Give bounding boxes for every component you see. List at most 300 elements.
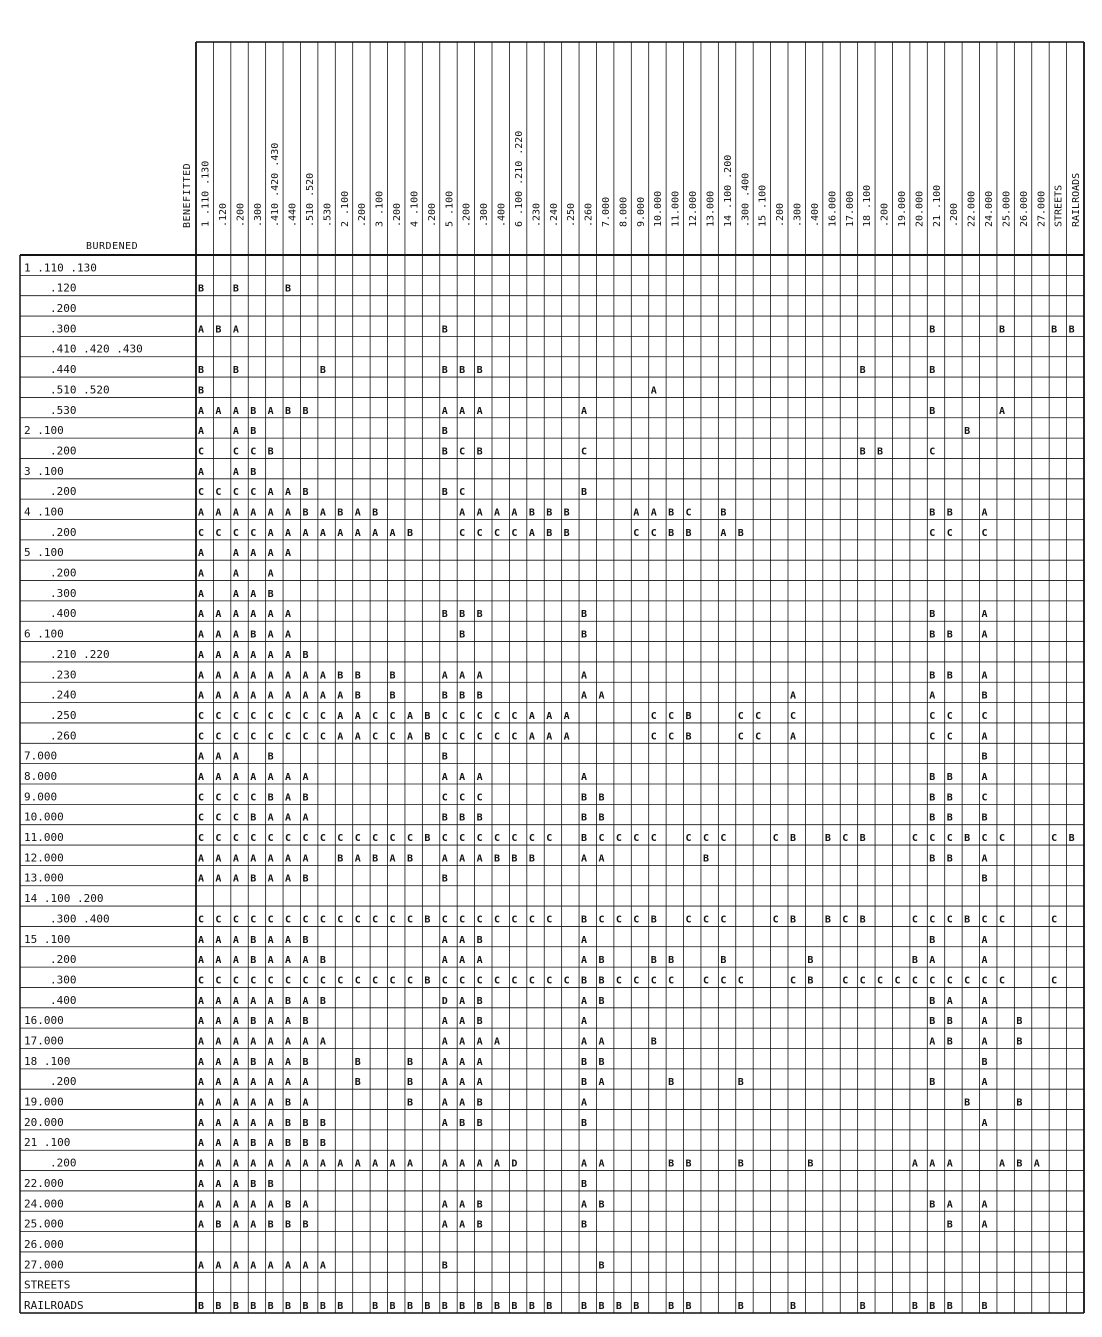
matrix-cell: C [546,975,553,987]
column-label: 2 .100 [339,190,351,227]
matrix-cell: B [563,527,570,539]
matrix-cell: A [354,507,361,519]
matrix-cell: B [1068,833,1075,845]
matrix-cell: A [198,1199,205,1211]
matrix-cell: B [964,1097,971,1109]
matrix-cell: C [476,914,483,926]
matrix-cell: A [981,995,988,1007]
matrix-cell: C [494,975,501,987]
column-label: 17.000 [844,190,856,227]
matrix-cell: A [267,609,274,621]
matrix-cell: C [198,914,205,926]
matrix-cell: A [389,527,396,539]
matrix-cell: B [633,1301,640,1312]
row-label: 25.000 [24,1217,64,1231]
matrix-cell: C [998,975,1005,987]
matrix-cell: A [267,487,274,499]
matrix-cell: B [302,1219,309,1231]
matrix-cell: A [232,670,239,682]
matrix-cell: B [476,1219,483,1231]
column-label: 3 .100 [374,190,386,227]
matrix-cell: A [285,934,292,946]
matrix-cell: B [929,1016,936,1028]
matrix-cell: B [285,1199,292,1211]
row-label: .240 [50,688,77,702]
column-label: 21 .100 [931,184,943,227]
matrix-cell: A [581,995,588,1007]
matrix-cell: A [232,1219,239,1231]
matrix-cell: B [528,1301,535,1312]
column-label: .240 [548,202,560,227]
matrix-cell: A [267,1199,274,1211]
matrix-cell: A [581,1097,588,1109]
matrix-cell: C [981,914,988,926]
matrix-cell: A [285,772,292,783]
matrix-cell: B [1068,324,1075,336]
matrix-cell: B [737,527,744,539]
matrix-cell: B [859,914,866,926]
matrix-cell: B [737,1158,744,1170]
column-label: .200 [392,202,404,227]
matrix-cell: C [198,833,205,845]
matrix-cell: A [598,1158,605,1170]
matrix-cell: C [441,914,448,926]
matrix-cell: A [250,1097,257,1109]
matrix-cell: A [929,955,936,967]
matrix-cell: A [720,527,727,539]
matrix-cell: B [494,853,501,865]
matrix-cell: B [946,507,953,519]
matrix-cell: C [232,792,239,804]
matrix-cell: C [232,914,239,926]
row-label: 24.000 [24,1197,64,1211]
matrix-cell: A [285,629,292,641]
matrix-cell: C [998,833,1005,845]
matrix-cell: C [702,833,709,845]
matrix-cell: A [476,670,483,682]
matrix-cell: C [372,833,379,845]
matrix-cell: A [215,955,222,967]
matrix-cell: C [911,975,918,987]
matrix-cell: C [372,710,379,722]
column-label: 1 .110 .130 [200,160,212,227]
column-label: 8.000 [618,196,630,227]
matrix-cell: B [546,527,553,539]
matrix-cell: C [528,975,535,987]
matrix-cell: A [285,507,292,519]
row-label: .530 [50,403,77,417]
matrix-cell: B [285,405,292,417]
column-label: 20.000 [914,190,926,227]
matrix-cell: A [267,1056,274,1068]
matrix-cell: A [354,853,361,865]
matrix-cell: A [337,1158,344,1170]
matrix-cell: B [476,934,483,946]
matrix-cell: B [929,609,936,621]
matrix-cell: A [250,1260,257,1272]
row-label: .300 [50,586,77,600]
matrix-cell: B [476,690,483,702]
matrix-cell: B [720,955,727,967]
matrix-cell: A [319,507,326,519]
matrix-cell: A [459,1016,466,1028]
matrix-cell: B [476,365,483,377]
matrix-cell: A [198,690,205,702]
matrix-cell: A [198,1117,205,1129]
matrix-cell: B [546,1301,553,1312]
matrix-cell: B [285,1219,292,1231]
matrix-cell: A [476,1036,483,1048]
matrix-cell: B [250,934,257,946]
matrix-cell: A [232,1260,239,1272]
matrix-cell: C [389,914,396,926]
row-label: 7.000 [24,749,58,763]
matrix-cell: A [354,710,361,722]
row-label: .260 [50,729,77,743]
matrix-cell: C [1051,975,1058,987]
matrix-cell: B [302,405,309,417]
matrix-cell: C [389,975,396,987]
column-label: .300 [479,202,491,227]
matrix-cell: A [929,690,936,702]
matrix-cell: A [285,1158,292,1170]
matrix-cell: B [911,1301,918,1312]
matrix-cell: A [215,670,222,682]
matrix-cell: B [337,670,344,682]
matrix-cell: B [598,1260,605,1272]
matrix-cell: B [581,487,588,499]
matrix-cell: A [267,670,274,682]
column-label: .200 [461,202,473,227]
matrix-cell: C [302,731,309,743]
matrix-cell: B [198,385,205,397]
matrix-cell: A [476,1158,483,1170]
matrix-cell: C [267,833,274,845]
matrix-cell: B [406,853,413,865]
matrix-cell: C [598,914,605,926]
matrix-cell: C [546,833,553,845]
row-label: .300 [50,322,77,336]
matrix-cell: A [198,853,205,865]
matrix-cell: B [267,588,274,600]
matrix-cell: C [198,710,205,722]
row-label: 16.000 [24,1014,64,1028]
matrix-cell: B [285,1138,292,1150]
matrix-cell: B [581,792,588,804]
matrix-cell: C [319,975,326,987]
matrix-cell: C [285,833,292,845]
matrix-cell: A [250,1219,257,1231]
matrix-cell: B [215,324,222,336]
matrix-cell: C [406,914,413,926]
matrix-cell: B [929,670,936,682]
matrix-cell: A [232,1199,239,1211]
matrix-cell: B [929,507,936,519]
matrix-cell: B [511,853,518,865]
matrix-cell: C [633,975,640,987]
matrix-cell: B [528,507,535,519]
matrix-cell: A [267,1016,274,1028]
matrix-cell: B [581,1117,588,1129]
row-label: 15 .100 [24,932,71,946]
benefitted-header: BENEFITTED [182,162,193,228]
matrix-cell: A [198,995,205,1007]
matrix-cell: A [198,1036,205,1048]
matrix-cell: A [459,934,466,946]
matrix-cell: B [929,629,936,641]
matrix-cell: B [215,1301,222,1312]
matrix-cell: B [372,507,379,519]
matrix-cell: C [1051,833,1058,845]
matrix-cell: A [232,466,239,478]
matrix-cell: C [998,914,1005,926]
column-label: .300 [792,202,804,227]
matrix-cell: A [232,568,239,580]
matrix-cell: B [581,1077,588,1089]
matrix-cell: C [911,833,918,845]
matrix-cell: C [859,975,866,987]
matrix-cell: A [198,1097,205,1109]
row-label: .120 [50,281,77,295]
matrix-cell: B [459,1117,466,1129]
row-label: .200 [50,485,77,499]
matrix-cell: B [528,853,535,865]
matrix-cell: C [511,527,518,539]
matrix-cell: B [302,487,309,499]
matrix-cell: A [232,955,239,967]
matrix-cell: A [581,772,588,783]
matrix-cell: C [981,975,988,987]
matrix-cell: B [476,995,483,1007]
matrix-cell: B [946,772,953,783]
matrix-cell: A [494,507,501,519]
row-label: .400 [50,993,77,1007]
matrix-cell: B [702,853,709,865]
matrix-cell: A [250,853,257,865]
matrix-cell: A [441,1036,448,1048]
matrix-cell: B [615,1301,622,1312]
matrix-cell: B [302,1301,309,1312]
matrix-cell: A [215,1097,222,1109]
column-label: .410 .420 .430 [270,142,282,227]
matrix-cell: C [198,446,205,458]
matrix-cell: A [581,1016,588,1028]
matrix-cell: C [267,975,274,987]
matrix-cell: C [615,975,622,987]
matrix-cell: C [633,833,640,845]
matrix-cell: B [946,1016,953,1028]
matrix-cell: A [581,934,588,946]
matrix-cell: A [389,853,396,865]
matrix-cell: A [250,649,257,661]
matrix-cell: A [946,995,953,1007]
matrix-cell: A [250,588,257,600]
matrix-cell: C [981,710,988,722]
column-label: .300 [252,202,264,227]
matrix-cell: C [755,731,762,743]
matrix-cell: A [215,1016,222,1028]
matrix-cell: C [459,710,466,722]
matrix-cell: A [981,731,988,743]
row-label: .200 [50,302,77,316]
matrix-cell: C [737,731,744,743]
column-label: .200 [235,202,247,227]
matrix-cell: C [302,975,309,987]
matrix-cell: B [790,833,797,845]
row-label: 11.000 [24,831,64,845]
matrix-cell: A [285,487,292,499]
matrix-cell: C [563,975,570,987]
matrix-cell: A [285,1036,292,1048]
matrix-cell: C [232,833,239,845]
matrix-cell: B [424,975,431,987]
matrix-cell: A [650,385,657,397]
row-label: 17.000 [24,1034,64,1048]
matrix-cell: A [285,690,292,702]
matrix-cell: A [198,1016,205,1028]
matrix-cell: B [824,833,831,845]
matrix-cell: A [441,1117,448,1129]
matrix-cell: B [581,833,588,845]
matrix-cell: B [250,1056,257,1068]
matrix-cell: B [929,365,936,377]
matrix-cell: A [198,751,205,763]
matrix-cell: C [946,914,953,926]
matrix-cell: B [807,1158,814,1170]
matrix-cell: B [946,670,953,682]
row-label: 20.000 [24,1115,64,1129]
matrix-cell: A [476,772,483,783]
matrix-cell: C [511,914,518,926]
matrix-cell: C [459,792,466,804]
matrix-cell: C [476,527,483,539]
matrix-cell: B [337,1301,344,1312]
matrix-cell: A [215,772,222,783]
matrix-cell: A [441,670,448,682]
matrix-cell: A [232,588,239,600]
matrix-cell: C [215,812,222,824]
matrix-cell: C [494,731,501,743]
matrix-cell: C [215,731,222,743]
matrix-cell: B [685,710,692,722]
matrix-cell: A [215,690,222,702]
matrix-cell: A [267,955,274,967]
matrix-cell: C [459,914,466,926]
matrix-cell: A [232,690,239,702]
matrix-cell: B [929,1077,936,1089]
matrix-cell: C [511,710,518,722]
matrix-cell: B [250,466,257,478]
column-label: 15 .100 [757,184,769,227]
column-label: 6 .100 .210 .220 [513,130,525,227]
matrix-cell: C [546,914,553,926]
matrix-cell: B [581,1219,588,1231]
matrix-cell: C [215,975,222,987]
matrix-cell: B [563,507,570,519]
matrix-cell: B [476,1199,483,1211]
matrix-cell: A [302,812,309,824]
matrix-cell: A [302,772,309,783]
matrix-cell: C [494,527,501,539]
column-label: STREETS [1053,184,1065,227]
row-label: 12.000 [24,851,64,865]
matrix-cell: A [981,1117,988,1129]
matrix-cell: C [215,710,222,722]
matrix-cell: C [215,527,222,539]
matrix-cell: C [250,975,257,987]
row-label: 26.000 [24,1237,64,1251]
matrix-cell: A [981,1199,988,1211]
matrix-cell: A [285,1056,292,1068]
matrix-cell: A [319,1158,326,1170]
matrix-cell: C [633,914,640,926]
matrix-cell: B [267,792,274,804]
matrix-cell: A [476,853,483,865]
matrix-cell: A [250,995,257,1007]
matrix-cell: A [198,1077,205,1089]
matrix-cell: B [581,629,588,641]
matrix-cell: C [250,731,257,743]
matrix-cell: B [354,1056,361,1068]
matrix-cell: B [859,833,866,845]
row-label: .300 [50,973,77,987]
matrix-cell: A [581,1036,588,1048]
matrix-cell: A [215,1178,222,1190]
matrix-cell: C [250,527,257,539]
matrix-cell: A [302,527,309,539]
matrix-cell: A [354,1158,361,1170]
row-label: .210 .220 [50,647,110,661]
matrix-cell: A [215,1199,222,1211]
matrix-cell: A [198,324,205,336]
matrix-cell: C [702,975,709,987]
matrix-cell: A [232,1117,239,1129]
matrix-cell: B [790,1301,797,1312]
matrix-cell: A [198,1178,205,1190]
matrix-cell: A [232,507,239,519]
column-label: .120 [217,202,229,227]
row-label: .410 .420 .430 [50,342,143,356]
matrix-cell: B [946,812,953,824]
matrix-cell: A [459,1077,466,1089]
matrix-cell: B [668,955,675,967]
matrix-cell: A [459,955,466,967]
column-label: 18 .100 [862,184,874,227]
matrix-cell: C [633,527,640,539]
matrix-cell: A [198,588,205,600]
matrix-cell: A [232,1056,239,1068]
matrix-cell: B [598,955,605,967]
matrix-cell: B [598,1301,605,1312]
matrix-cell: C [964,975,971,987]
burdened-header: BURDENED [86,241,139,252]
matrix-cell: B [250,955,257,967]
matrix-cell: C [232,710,239,722]
matrix-cell: B [302,649,309,661]
matrix-cell: C [929,833,936,845]
matrix-cell: A [319,1260,326,1272]
column-label: 19.000 [897,190,909,227]
column-label: 16.000 [827,190,839,227]
matrix-cell: A [198,405,205,417]
matrix-cell: B [929,772,936,783]
matrix-cell: C [737,975,744,987]
matrix-cell: A [441,1158,448,1170]
matrix-cell: A [198,548,205,560]
matrix-cell: B [946,1036,953,1048]
matrix-cell: A [198,609,205,621]
matrix-cell: C [981,833,988,845]
